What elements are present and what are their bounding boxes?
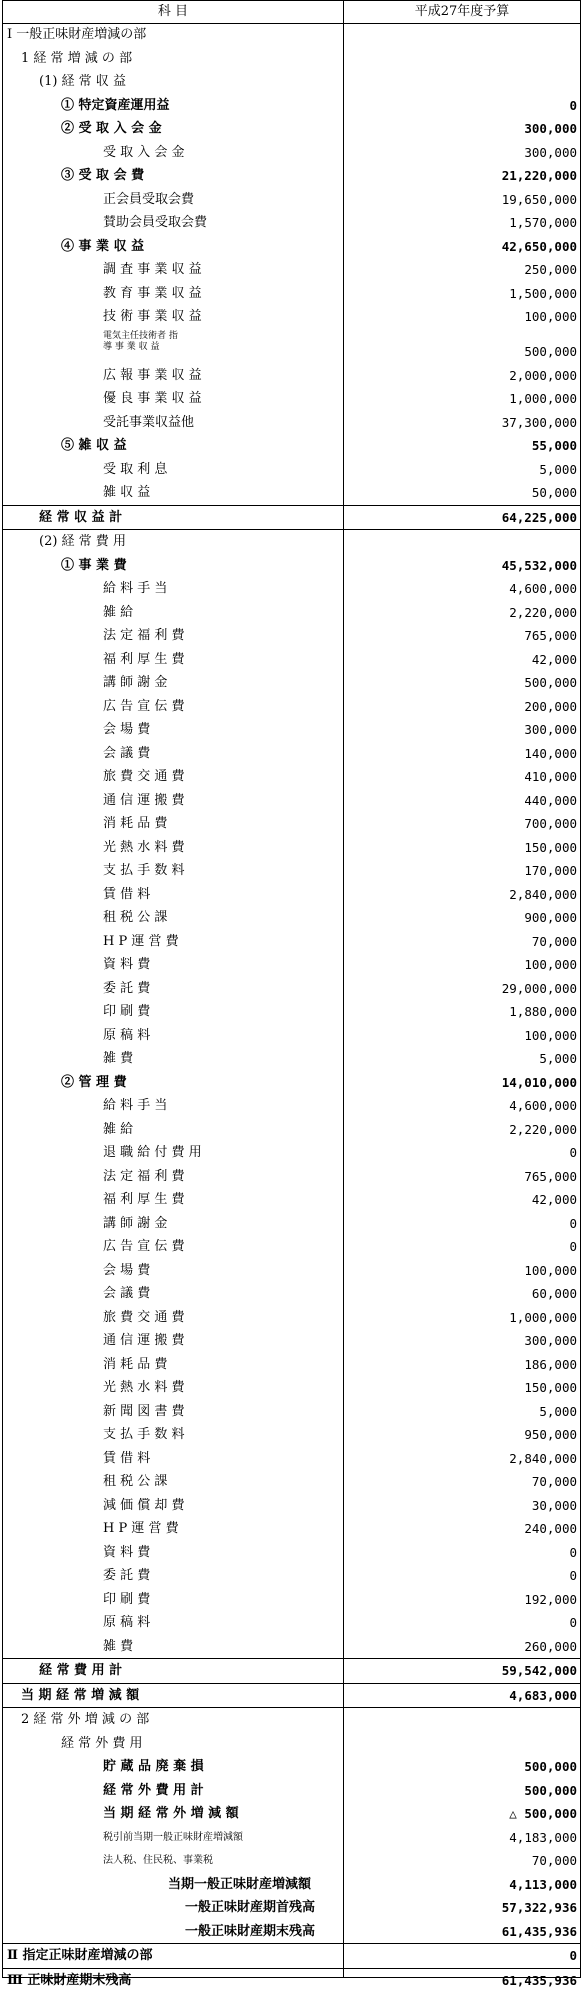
row-label: 新 聞 図 書 費 <box>103 1400 185 1424</box>
table-row <box>3 1118 580 1142</box>
row-amount: 192,000 <box>524 1588 577 1612</box>
table-row <box>3 906 580 930</box>
row-amount: 61,435,936 <box>502 1969 577 1992</box>
row-amount: 5,000 <box>539 458 577 482</box>
row-amount: 2,840,000 <box>509 1447 577 1471</box>
row-amount: 0 <box>569 1235 577 1259</box>
row-amount: 260,000 <box>524 1635 577 1659</box>
row-amount: 4,600,000 <box>509 1094 577 1118</box>
row-amount: 900,000 <box>524 906 577 930</box>
table-row <box>3 1802 580 1826</box>
row-label: 受 取 利 息 <box>103 458 167 482</box>
table-row <box>3 47 580 71</box>
table-row <box>3 671 580 695</box>
row-label: 優 良 事 業 収 益 <box>103 387 202 411</box>
row-amount: 1,880,000 <box>509 1000 577 1024</box>
table-row <box>3 505 580 530</box>
header-subject: 科 目 <box>3 1 343 23</box>
row-amount: 42,650,000 <box>502 235 577 259</box>
row-amount: 0 <box>569 1944 577 1968</box>
row-label: 税引前当期一般正味財産増減額 <box>103 1826 243 1850</box>
table-row <box>3 1707 580 1732</box>
row-amount: 1,570,000 <box>509 211 577 235</box>
row-amount: 60,000 <box>532 1282 577 1306</box>
row-label: 資 料 費 <box>103 1541 150 1565</box>
row-label: 技 術 事 業 収 益 <box>103 305 202 329</box>
row-label: 消 耗 品 費 <box>103 812 167 836</box>
row-label: 一般正味財産期首残高 <box>185 1896 315 1920</box>
table-row <box>3 1212 580 1236</box>
row-amount: 140,000 <box>524 742 577 766</box>
row-amount: 19,650,000 <box>502 188 577 212</box>
table-row <box>3 117 580 141</box>
row-amount: 0 <box>569 1564 577 1588</box>
row-amount: 100,000 <box>524 953 577 977</box>
table-row <box>3 1071 580 1095</box>
row-label: 旅 費 交 通 費 <box>103 1306 185 1330</box>
table-row <box>3 164 580 188</box>
table-row <box>3 718 580 742</box>
row-label: 雑 費 <box>103 1047 133 1071</box>
row-amount: △ 500,000 <box>509 1802 577 1826</box>
row-label: 経 常 外 費 用 計 <box>103 1779 204 1803</box>
row-amount: 440,000 <box>524 789 577 813</box>
table-row <box>3 1755 580 1779</box>
row-label: H P 運 営 費 <box>103 930 179 954</box>
row-amount: 55,000 <box>532 434 577 458</box>
row-amount: 4,600,000 <box>509 577 577 601</box>
row-amount: 50,000 <box>532 481 577 505</box>
row-amount: 700,000 <box>524 812 577 836</box>
table-row <box>3 211 580 235</box>
row-amount: 70,000 <box>532 1849 577 1873</box>
row-label: 当 期 経 常 増 減 額 <box>21 1684 139 1708</box>
table-body <box>3 23 580 1992</box>
table-row <box>3 1826 580 1850</box>
row-label: 雑 収 益 <box>103 481 150 505</box>
row-label: 租 税 公 課 <box>103 1470 167 1494</box>
table-row <box>3 1683 580 1708</box>
row-label: 原 稿 料 <box>103 1611 150 1635</box>
table-row <box>3 1564 580 1588</box>
row-amount: 4,113,000 <box>509 1873 577 1897</box>
row-label: 支 払 手 数 料 <box>103 859 185 883</box>
table-row <box>3 1588 580 1612</box>
row-amount: 500,000 <box>524 1755 577 1779</box>
table-row <box>3 1658 580 1683</box>
row-label: 賛助会員受取会費 <box>103 211 207 235</box>
row-amount: 300,000 <box>524 141 577 165</box>
row-label: ④ 事 業 収 益 <box>61 235 144 259</box>
row-label: 電気主任技術者 指 <box>103 330 178 342</box>
row-amount: 1,000,000 <box>509 387 577 411</box>
row-label: 受託事業収益他 <box>103 411 194 435</box>
table-row <box>3 601 580 625</box>
row-label: 会 場 費 <box>103 718 150 742</box>
table-row <box>3 411 580 435</box>
table-row <box>3 1235 580 1259</box>
header-budget: 平成27年度予算 <box>344 1 580 23</box>
row-amount: 5,000 <box>539 1400 577 1424</box>
row-amount: 14,010,000 <box>502 1071 577 1095</box>
row-amount: 0 <box>569 1212 577 1236</box>
row-amount: 765,000 <box>524 624 577 648</box>
table-row <box>3 1188 580 1212</box>
row-amount: 30,000 <box>532 1494 577 1518</box>
table-row <box>3 1000 580 1024</box>
row-label: 支 払 手 数 料 <box>103 1423 185 1447</box>
table-row <box>3 70 580 94</box>
row-amount: 200,000 <box>524 695 577 719</box>
row-amount: 70,000 <box>532 930 577 954</box>
row-amount: 57,322,936 <box>502 1896 577 1920</box>
table-row <box>3 1400 580 1424</box>
row-amount: 1,500,000 <box>509 282 577 306</box>
row-label: 給 料 手 当 <box>103 577 167 601</box>
row-label: 2 経 常 外 増 減 の 部 <box>21 1708 149 1732</box>
row-label: ① 事 業 費 <box>61 554 127 578</box>
row-label: 通 信 運 搬 費 <box>103 1329 185 1353</box>
row-amount: 2,220,000 <box>509 1118 577 1142</box>
row-amount: 2,220,000 <box>509 601 577 625</box>
row-amount: 150,000 <box>524 836 577 860</box>
table-row <box>3 258 580 282</box>
table-row <box>3 1094 580 1118</box>
row-amount: 100,000 <box>524 1259 577 1283</box>
row-amount: 300,000 <box>524 117 577 141</box>
row-label: 福 利 厚 生 費 <box>103 1188 185 1212</box>
table-row <box>3 1141 580 1165</box>
row-amount: 59,542,000 <box>502 1659 577 1683</box>
table-row <box>3 387 580 411</box>
row-label: ③ 受 取 会 費 <box>61 164 144 188</box>
row-label: 印 刷 費 <box>103 1000 150 1024</box>
row-label: 退 職 給 付 費 用 <box>103 1141 202 1165</box>
table-row <box>3 859 580 883</box>
row-amount: 2,840,000 <box>509 883 577 907</box>
table-row <box>3 1470 580 1494</box>
row-label: 会 議 費 <box>103 1282 150 1306</box>
row-amount: 4,683,000 <box>509 1684 577 1708</box>
table-row <box>3 94 580 118</box>
table-row <box>3 554 580 578</box>
budget-table <box>2 0 581 1978</box>
row-label: 講 師 謝 金 <box>103 671 167 695</box>
row-amount: 0 <box>569 1141 577 1165</box>
row-label: Ⅲ 正味財産期末残高 <box>7 1969 131 1992</box>
row-amount: 100,000 <box>524 1024 577 1048</box>
table-row <box>3 364 580 388</box>
table-row <box>3 977 580 1001</box>
row-amount: 21,220,000 <box>502 164 577 188</box>
row-label: (2) 経 常 費 用 <box>39 530 126 554</box>
row-label: 委 託 費 <box>103 1564 150 1588</box>
row-label: 法人税、住民税、事業税 <box>103 1849 213 1873</box>
table-row <box>3 1943 580 1968</box>
row-amount: 70,000 <box>532 1470 577 1494</box>
row-label: 広 告 宣 伝 費 <box>103 695 185 719</box>
row-label: 雑 給 <box>103 601 133 625</box>
table-row <box>3 1541 580 1565</box>
table-row <box>3 1517 580 1541</box>
row-amount: 0 <box>569 1611 577 1635</box>
row-amount: 0 <box>569 94 577 118</box>
table-row <box>3 695 580 719</box>
table-row <box>3 1920 580 1944</box>
row-amount: 1,000,000 <box>509 1306 577 1330</box>
row-amount: 5,000 <box>539 1047 577 1071</box>
table-row <box>3 789 580 813</box>
row-label: 講 師 謝 金 <box>103 1212 167 1236</box>
table-row <box>3 1611 580 1635</box>
row-label: 雑 費 <box>103 1635 133 1659</box>
row-label: 印 刷 費 <box>103 1588 150 1612</box>
row-label: 法 定 福 利 費 <box>103 1165 185 1189</box>
table-row <box>3 434 580 458</box>
row-amount: 300,000 <box>524 1329 577 1353</box>
row-label: Ⅰ 一般正味財産増減の部 <box>7 23 146 47</box>
table-row <box>3 1306 580 1330</box>
table-row <box>3 836 580 860</box>
table-row <box>3 1849 580 1873</box>
table-row <box>3 458 580 482</box>
column-divider <box>343 1 344 1977</box>
row-amount: 0 <box>569 1541 577 1565</box>
row-amount: 64,225,000 <box>502 506 577 530</box>
row-amount: 250,000 <box>524 258 577 282</box>
row-label: 1 経 常 増 減 の 部 <box>21 47 132 71</box>
table-row <box>3 930 580 954</box>
row-label: 経 常 収 益 計 <box>39 506 122 530</box>
row-label: 給 料 手 当 <box>103 1094 167 1118</box>
table-row <box>3 1423 580 1447</box>
row-label: 雑 給 <box>103 1118 133 1142</box>
row-amount: 170,000 <box>524 859 577 883</box>
row-amount: 150,000 <box>524 1376 577 1400</box>
table-row <box>3 953 580 977</box>
row-label: 資 料 費 <box>103 953 150 977</box>
table-row <box>3 235 580 259</box>
row-label: 賃 借 料 <box>103 883 150 907</box>
table-row <box>3 1165 580 1189</box>
table-row <box>3 1968 580 1992</box>
table-row <box>3 329 580 364</box>
row-label: 租 税 公 課 <box>103 906 167 930</box>
table-row <box>3 742 580 766</box>
row-label: 福 利 厚 生 費 <box>103 648 185 672</box>
table-row <box>3 305 580 329</box>
table-row <box>3 1494 580 1518</box>
table-row <box>3 1353 580 1377</box>
table-row <box>3 812 580 836</box>
table-row <box>3 1329 580 1353</box>
table-row <box>3 23 580 47</box>
row-label: 広 告 宣 伝 費 <box>103 1235 185 1259</box>
row-amount: 500,000 <box>524 334 577 369</box>
row-label-line2: 導 事 業 収 益 <box>103 342 159 352</box>
table-row <box>3 624 580 648</box>
table-row <box>3 1047 580 1071</box>
table-row <box>3 648 580 672</box>
row-label: 貯 蔵 品 廃 棄 損 <box>103 1755 204 1779</box>
row-amount: 950,000 <box>524 1423 577 1447</box>
table-row <box>3 141 580 165</box>
row-amount: 500,000 <box>524 1779 577 1803</box>
row-label: H P 運 営 費 <box>103 1517 179 1541</box>
row-label: 消 耗 品 費 <box>103 1353 167 1377</box>
row-amount: 300,000 <box>524 718 577 742</box>
row-label: 旅 費 交 通 費 <box>103 765 185 789</box>
row-amount: 100,000 <box>524 305 577 329</box>
row-label: Ⅱ 指定正味財産増減の部 <box>7 1944 152 1968</box>
row-label: 賃 借 料 <box>103 1447 150 1471</box>
row-label: 当期一般正味財産増減額 <box>168 1873 311 1897</box>
table-row <box>3 1873 580 1897</box>
table-row <box>3 529 580 554</box>
row-label: 会 場 費 <box>103 1259 150 1283</box>
row-label: 広 報 事 業 収 益 <box>103 364 202 388</box>
row-label: 法 定 福 利 費 <box>103 624 185 648</box>
row-amount: 186,000 <box>524 1353 577 1377</box>
row-amount: 61,435,936 <box>502 1920 577 1944</box>
table-row <box>3 1259 580 1283</box>
row-label: 正会員受取会費 <box>103 188 194 212</box>
row-label: 光 熱 水 料 費 <box>103 1376 185 1400</box>
table-header <box>3 1 580 24</box>
table-row <box>3 1024 580 1048</box>
row-label: ⑤ 雑 収 益 <box>61 434 127 458</box>
row-label: 会 議 費 <box>103 742 150 766</box>
table-row <box>3 1282 580 1306</box>
row-label: 減 価 償 却 費 <box>103 1494 185 1518</box>
row-amount: 240,000 <box>524 1517 577 1541</box>
table-row <box>3 282 580 306</box>
row-label: 原 稿 料 <box>103 1024 150 1048</box>
table-row <box>3 188 580 212</box>
table-row <box>3 1732 580 1756</box>
table-row <box>3 481 580 505</box>
row-amount: 29,000,000 <box>502 977 577 1001</box>
row-label: 当 期 経 常 外 増 減 額 <box>103 1802 239 1826</box>
row-label: 受 取 入 会 金 <box>103 141 185 165</box>
row-amount: 4,183,000 <box>509 1826 577 1850</box>
row-label: ② 管 理 費 <box>61 1071 127 1095</box>
row-label: 通 信 運 搬 費 <box>103 789 185 813</box>
row-amount: 42,000 <box>532 648 577 672</box>
row-amount: 37,300,000 <box>502 411 577 435</box>
row-amount: 2,000,000 <box>509 364 577 388</box>
row-amount: 765,000 <box>524 1165 577 1189</box>
table-row <box>3 1896 580 1920</box>
row-label: 経 常 費 用 計 <box>39 1659 122 1683</box>
row-amount: 500,000 <box>524 671 577 695</box>
table-row <box>3 577 580 601</box>
row-amount: 410,000 <box>524 765 577 789</box>
row-label: 一般正味財産期末残高 <box>185 1920 315 1944</box>
table-row <box>3 1447 580 1471</box>
row-label: 経 常 外 費 用 <box>61 1732 143 1756</box>
row-label: 光 熱 水 料 費 <box>103 836 185 860</box>
table-row <box>3 1376 580 1400</box>
table-row <box>3 765 580 789</box>
row-label: (1) 経 常 収 益 <box>39 70 126 94</box>
table-row <box>3 1779 580 1803</box>
row-label: 調 査 事 業 収 益 <box>103 258 202 282</box>
row-label: 委 託 費 <box>103 977 150 1001</box>
row-label: ② 受 取 入 会 金 <box>61 117 162 141</box>
row-amount: 45,532,000 <box>502 554 577 578</box>
row-label: ① 特定資産運用益 <box>61 94 170 118</box>
table-row <box>3 1635 580 1659</box>
row-label: 教 育 事 業 収 益 <box>103 282 202 306</box>
table-row <box>3 883 580 907</box>
row-amount: 42,000 <box>532 1188 577 1212</box>
